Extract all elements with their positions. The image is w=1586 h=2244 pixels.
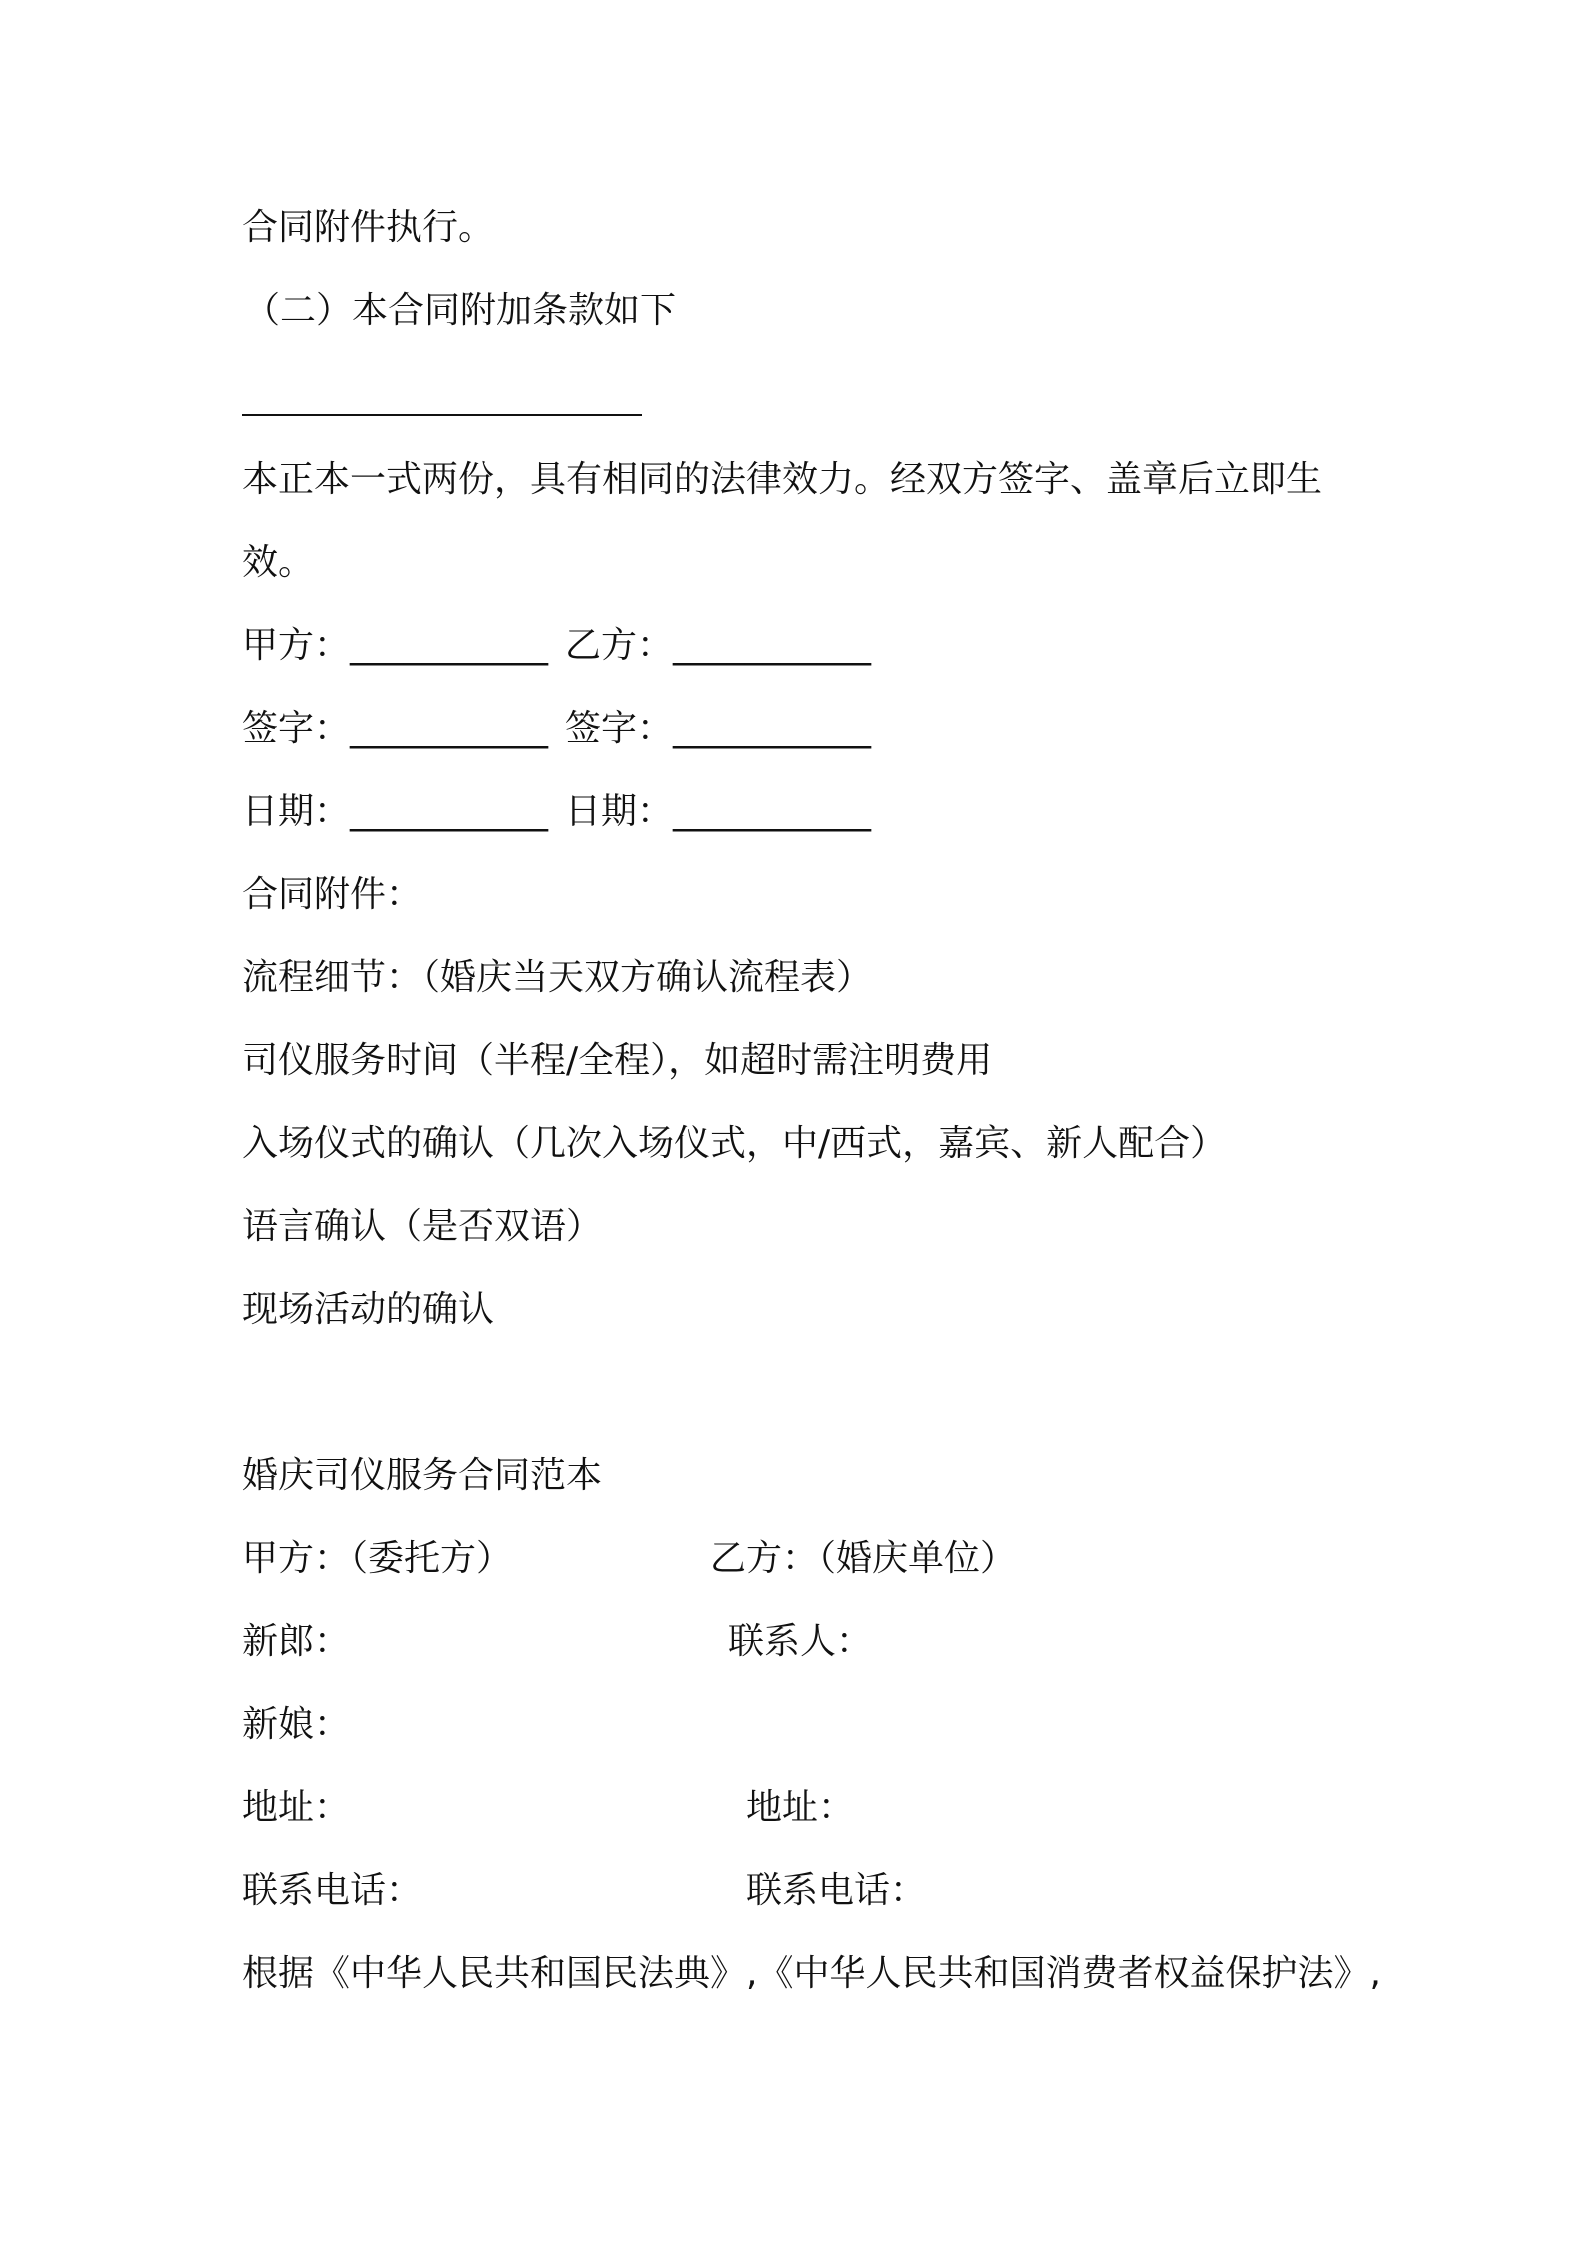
phone-label-right: 联系电话： — [746, 1870, 927, 1911]
signature-row-party-right: 乙方：___________ — [565, 625, 872, 666]
attachment-item: 司仪服务时间（半程/全程），如超时需注明费用 — [242, 1040, 993, 1081]
sample-contract-title: 婚庆司仪服务合同范本 — [242, 1455, 603, 1496]
phone-label-left: 联系电话： — [242, 1870, 423, 1911]
address-label-right: 地址： — [746, 1787, 855, 1828]
attachment-item: 语言确认（是否双语） — [242, 1206, 603, 1247]
paragraph-attachment-execution: 合同附件执行。 — [242, 207, 495, 248]
groom-label: 新郎： — [242, 1621, 351, 1662]
party-row-right: 乙方：（婚庆单位） — [710, 1538, 1017, 1579]
signature-row-party-left: 甲方：___________ — [242, 625, 549, 666]
paragraph-extra-terms: （二）本合同附加条款如下 — [244, 290, 677, 331]
address-label-left: 地址： — [242, 1787, 351, 1828]
attachments-title: 合同附件： — [242, 874, 423, 915]
attachment-item: 现场活动的确认 — [242, 1289, 495, 1330]
signature-row-sign-right: 签字：___________ — [565, 708, 872, 749]
paragraph-legal-basis: 根据《中华人民共和国民法典》,《中华人民共和国消费者权益保护法》, — [242, 1953, 1381, 1994]
signature-row-date-left: 日期：___________ — [242, 791, 549, 832]
party-row-left: 甲方：（委托方） — [242, 1538, 513, 1579]
bride-label: 新娘： — [242, 1704, 351, 1745]
paragraph-effect-line-2: 效。 — [242, 542, 315, 583]
signature-row-date-right: 日期：___________ — [565, 791, 872, 832]
blank-line-rule — [242, 414, 642, 416]
contact-person-label: 联系人： — [728, 1621, 873, 1662]
attachment-item: 入场仪式的确认（几次入场仪式，中/西式，嘉宾、新人配合） — [242, 1123, 1227, 1164]
signature-row-sign-left: 签字：___________ — [242, 708, 549, 749]
attachment-item: 流程细节：（婚庆当天双方确认流程表） — [242, 957, 873, 998]
paragraph-effect-line-1: 本正本一式两份，具有相同的法律效力。经双方签字、盖章后立即生 — [242, 459, 1323, 500]
